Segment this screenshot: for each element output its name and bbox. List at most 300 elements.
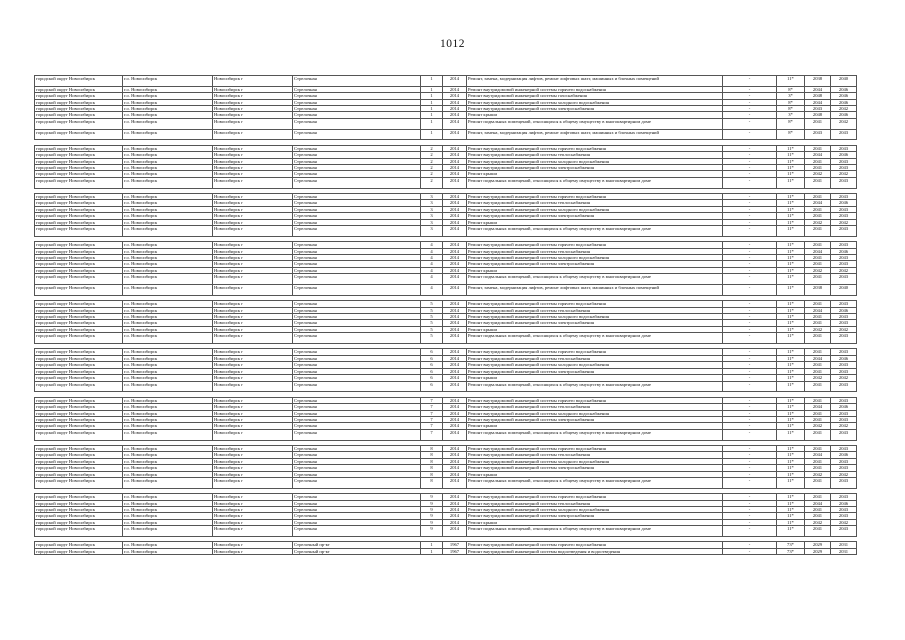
start-year-cell: 2041 xyxy=(805,445,831,451)
street-cell: Стрелочная xyxy=(293,86,421,92)
house-number-cell: 1 xyxy=(421,542,443,548)
house-number-cell: 4 xyxy=(421,248,443,254)
year-built-cell: 2014 xyxy=(443,397,467,403)
repair-schedule-table xyxy=(34,75,857,555)
settlement-cell: г.о. Новосибирск xyxy=(123,375,213,381)
wear-cell: 11* xyxy=(777,526,805,537)
year-built-cell: 2014 xyxy=(443,129,467,140)
municipality-cell: городской округ Новосибирск xyxy=(35,307,123,313)
end-year-cell: 2042 xyxy=(831,118,857,129)
wear-cell: 11* xyxy=(777,445,805,451)
city-cell: Новосибирск г xyxy=(213,152,293,158)
house-number-cell: 1 xyxy=(421,548,443,554)
wear-cell: 11* xyxy=(777,500,805,506)
city-cell: Новосибирск г xyxy=(213,471,293,477)
city-cell: Новосибирск г xyxy=(213,248,293,254)
work-type-cell: Ремонт внутридомовой инженерной системы горячего водоснабжения xyxy=(467,397,723,403)
house-number-cell: 4 xyxy=(421,285,443,296)
end-year-cell: 2043 xyxy=(831,320,857,326)
settlement-cell: г.о. Новосибирск xyxy=(123,206,213,212)
table-row xyxy=(35,118,857,129)
municipality-cell: городской округ Новосибирск xyxy=(35,477,123,488)
wear-cell: 11* xyxy=(777,248,805,254)
street-cell: Стрелочная xyxy=(293,471,421,477)
street-cell: Стрелочная xyxy=(293,285,421,296)
street-cell: Стрелочная xyxy=(293,404,421,410)
municipality-cell: городской округ Новосибирск xyxy=(35,494,123,500)
city-cell: Новосибирск г xyxy=(213,145,293,151)
dash-cell: - xyxy=(723,314,777,320)
settlement-cell: г.о. Новосибирск xyxy=(123,445,213,451)
table-row xyxy=(35,333,857,344)
end-year-cell: 2043 xyxy=(831,465,857,471)
house-number-cell: 9 xyxy=(421,513,443,519)
city-cell: Новосибирск г xyxy=(213,307,293,313)
work-type-cell: Ремонт внутридомовой инженерной системы холодного водоснабжения xyxy=(467,255,723,261)
street-cell: Стрелочная xyxy=(293,513,421,519)
settlement-cell: г.о. Новосибирск xyxy=(123,410,213,416)
municipality-cell: городской округ Новосибирск xyxy=(35,362,123,368)
house-number-cell: 5 xyxy=(421,314,443,320)
city-cell: Новосибирск г xyxy=(213,118,293,129)
municipality-cell: городской округ Новосибирск xyxy=(35,314,123,320)
end-year-cell: 2043 xyxy=(831,506,857,512)
dash-cell: - xyxy=(723,274,777,285)
house-number-cell: 3 xyxy=(421,194,443,200)
dash-cell: - xyxy=(723,519,777,525)
start-year-cell: 2042 xyxy=(805,326,831,332)
street-cell: Стрелочная xyxy=(293,93,421,99)
wear-cell: 11* xyxy=(777,506,805,512)
wear-cell: 11* xyxy=(777,320,805,326)
municipality-cell: городской округ Новосибирск xyxy=(35,86,123,92)
start-year-cell: 2041 xyxy=(805,274,831,285)
city-cell: Новосибирск г xyxy=(213,285,293,296)
wear-cell: 11* xyxy=(777,177,805,188)
table-row xyxy=(35,177,857,188)
end-year-cell: 2046 xyxy=(831,404,857,410)
work-type-cell: Ремонт подвальных помещений, относящихся к общему имуществу в многоквартирном доме xyxy=(467,429,723,440)
settlement-cell: г.о. Новосибирск xyxy=(123,118,213,129)
work-type-cell: Ремонт внутридомовой инженерной системы электроснабжения xyxy=(467,513,723,519)
house-number-cell: 5 xyxy=(421,326,443,332)
end-year-cell: 2042 xyxy=(831,519,857,525)
municipality-cell: городской округ Новосибирск xyxy=(35,274,123,285)
wear-cell: 3* xyxy=(777,112,805,118)
wear-cell: 11* xyxy=(777,274,805,285)
settlement-cell: г.о. Новосибирск xyxy=(123,326,213,332)
house-number-cell: 1 xyxy=(421,129,443,140)
house-number-cell: 1 xyxy=(421,76,443,87)
work-type-cell: Ремонт крыши xyxy=(467,471,723,477)
end-year-cell: 2043 xyxy=(831,301,857,307)
settlement-cell: г.о. Новосибирск xyxy=(123,548,213,554)
end-year-cell: 2043 xyxy=(831,381,857,392)
settlement-cell: г.о. Новосибирск xyxy=(123,152,213,158)
city-cell: Новосибирск г xyxy=(213,526,293,537)
house-number-cell: 6 xyxy=(421,375,443,381)
start-year-cell: 2041 xyxy=(805,506,831,512)
settlement-cell: г.о. Новосибирск xyxy=(123,458,213,464)
street-cell: Стрелочная xyxy=(293,333,421,344)
end-year-cell: 2043 xyxy=(831,314,857,320)
municipality-cell: городской округ Новосибирск xyxy=(35,326,123,332)
municipality-cell: городской округ Новосибирск xyxy=(35,506,123,512)
municipality-cell: городской округ Новосибирск xyxy=(35,429,123,440)
start-year-cell: 2041 xyxy=(805,397,831,403)
start-year-cell: 2044 xyxy=(805,99,831,105)
work-type-cell: Ремонт внутридомовой инженерной системы электроснабжения xyxy=(467,106,723,112)
municipality-cell: городской округ Новосибирск xyxy=(35,333,123,344)
work-type-cell: Ремонт внутридомовой инженерной системы горячего водоснабжения xyxy=(467,301,723,307)
end-year-cell: 2042 xyxy=(831,326,857,332)
end-year-cell: 2043 xyxy=(831,194,857,200)
settlement-cell: г.о. Новосибирск xyxy=(123,274,213,285)
work-type-cell: Ремонт крыши xyxy=(467,375,723,381)
dash-cell: - xyxy=(723,129,777,140)
street-cell: Стрелочная xyxy=(293,397,421,403)
work-type-cell: Ремонт внутридомовой инженерной системы газоснабжения xyxy=(467,93,723,99)
end-year-cell: 2046 xyxy=(831,355,857,361)
house-number-cell: 5 xyxy=(421,333,443,344)
settlement-cell: г.о. Новосибирск xyxy=(123,86,213,92)
house-number-cell: 8 xyxy=(421,452,443,458)
wear-cell: 11* xyxy=(777,171,805,177)
start-year-cell: 2041 xyxy=(805,526,831,537)
end-year-cell: 2043 xyxy=(831,255,857,261)
house-number-cell: 8 xyxy=(421,477,443,488)
start-year-cell: 2044 xyxy=(805,500,831,506)
wear-cell: 11* xyxy=(777,165,805,171)
work-type-cell: Ремонт крыши xyxy=(467,112,723,118)
house-number-cell: 4 xyxy=(421,242,443,248)
end-year-cell: 2046 xyxy=(831,93,857,99)
street-cell: Стрелочная xyxy=(293,112,421,118)
year-built-cell: 2014 xyxy=(443,429,467,440)
start-year-cell: 2041 xyxy=(805,458,831,464)
end-year-cell: 2042 xyxy=(831,471,857,477)
municipality-cell: городской округ Новосибирск xyxy=(35,200,123,206)
municipality-cell: городской округ Новосибирск xyxy=(35,500,123,506)
street-cell: Стрелочная xyxy=(293,177,421,188)
year-built-cell: 2014 xyxy=(443,86,467,92)
dash-cell: - xyxy=(723,452,777,458)
municipality-cell: городской округ Новосибирск xyxy=(35,513,123,519)
street-cell: Стрелочная xyxy=(293,381,421,392)
end-year-cell: 2046 xyxy=(831,152,857,158)
start-year-cell: 2048 xyxy=(805,112,831,118)
city-cell: Новосибирск г xyxy=(213,226,293,237)
settlement-cell: г.о. Новосибирск xyxy=(123,112,213,118)
dash-cell: - xyxy=(723,526,777,537)
municipality-cell: городской округ Новосибирск xyxy=(35,93,123,99)
house-number-cell: 4 xyxy=(421,255,443,261)
page-number: 1012 xyxy=(440,38,465,50)
dash-cell: - xyxy=(723,349,777,355)
settlement-cell: г.о. Новосибирск xyxy=(123,381,213,392)
dash-cell: - xyxy=(723,458,777,464)
work-type-cell: Ремонт внутридомовой инженерной системы горячего водоснабжения xyxy=(467,445,723,451)
street-cell: Стрелочная xyxy=(293,326,421,332)
dash-cell: - xyxy=(723,171,777,177)
end-year-cell: 2043 xyxy=(831,261,857,267)
work-type-cell: Ремонт внутридомовой инженерной системы электроснабжения xyxy=(467,213,723,219)
house-number-cell: 3 xyxy=(421,200,443,206)
end-year-cell: 2043 xyxy=(831,429,857,440)
end-year-cell: 2043 xyxy=(831,274,857,285)
table-row xyxy=(35,477,857,488)
wear-cell: 11* xyxy=(777,301,805,307)
settlement-cell: г.о. Новосибирск xyxy=(123,261,213,267)
municipality-cell: городской округ Новосибирск xyxy=(35,226,123,237)
work-type-cell: Ремонт внутридомовой инженерной системы теплоснабжения xyxy=(467,404,723,410)
dash-cell: - xyxy=(723,242,777,248)
start-year-cell: 2041 xyxy=(805,158,831,164)
city-cell: Новосибирск г xyxy=(213,301,293,307)
wear-cell: 11* xyxy=(777,423,805,429)
start-year-cell: 2041 xyxy=(805,118,831,129)
work-type-cell: Ремонт внутридомовой инженерной системы холодного водоснабжения xyxy=(467,458,723,464)
municipality-cell: городской округ Новосибирск xyxy=(35,242,123,248)
work-type-cell: Ремонт внутридомовой инженерной системы теплоснабжения xyxy=(467,307,723,313)
work-type-cell: Ремонт внутридомовой инженерной системы холодного водоснабжения xyxy=(467,206,723,212)
city-cell: Новосибирск г xyxy=(213,76,293,87)
house-number-cell: 6 xyxy=(421,381,443,392)
city-cell: Новосибирск г xyxy=(213,458,293,464)
settlement-cell: г.о. Новосибирск xyxy=(123,301,213,307)
year-built-cell: 2014 xyxy=(443,267,467,273)
street-cell: Стрелочная xyxy=(293,226,421,237)
work-type-cell: Ремонт внутридомовой инженерной системы теплоснабжения xyxy=(467,500,723,506)
house-number-cell: 5 xyxy=(421,320,443,326)
settlement-cell: г.о. Новосибирск xyxy=(123,519,213,525)
wear-cell: 11* xyxy=(777,465,805,471)
street-cell: Стрелочная xyxy=(293,465,421,471)
year-built-cell: 2014 xyxy=(443,261,467,267)
work-type-cell: Ремонт подвальных помещений, относящихся к общему имуществу в многоквартирном доме xyxy=(467,118,723,129)
work-type-cell: Ремонт, замена, модернизация лифтов, ремонт лифтовых шахт, машинных и блочных помещений xyxy=(467,285,723,296)
municipality-cell: городской округ Новосибирск xyxy=(35,118,123,129)
dash-cell: - xyxy=(723,477,777,488)
year-built-cell: 2014 xyxy=(443,93,467,99)
end-year-cell: 2043 xyxy=(831,226,857,237)
city-cell: Новосибирск г xyxy=(213,171,293,177)
dash-cell: - xyxy=(723,118,777,129)
dash-cell: - xyxy=(723,248,777,254)
wear-cell: 11* xyxy=(777,242,805,248)
street-cell: Стрелочный пр-кт xyxy=(293,542,421,548)
city-cell: Новосибирск г xyxy=(213,255,293,261)
city-cell: Новосибирск г xyxy=(213,397,293,403)
house-number-cell: 8 xyxy=(421,445,443,451)
municipality-cell: городской округ Новосибирск xyxy=(35,106,123,112)
street-cell: Стрелочная xyxy=(293,355,421,361)
end-year-cell: 2042 xyxy=(831,267,857,273)
house-number-cell: 3 xyxy=(421,206,443,212)
dash-cell: - xyxy=(723,165,777,171)
end-year-cell: 2046 xyxy=(831,200,857,206)
end-year-cell: 2040 xyxy=(831,76,857,87)
year-built-cell: 2014 xyxy=(443,242,467,248)
street-cell: Стрелочная xyxy=(293,416,421,422)
settlement-cell: г.о. Новосибирск xyxy=(123,200,213,206)
house-number-cell: 9 xyxy=(421,526,443,537)
municipality-cell: городской округ Новосибирск xyxy=(35,381,123,392)
street-cell: Стрелочный пр-кт xyxy=(293,548,421,554)
city-cell: Новосибирск г xyxy=(213,177,293,188)
start-year-cell: 2041 xyxy=(805,513,831,519)
year-built-cell: 2014 xyxy=(443,375,467,381)
city-cell: Новосибирск г xyxy=(213,381,293,392)
wear-cell: 11* xyxy=(777,200,805,206)
settlement-cell: г.о. Новосибирск xyxy=(123,213,213,219)
municipality-cell: городской округ Новосибирск xyxy=(35,177,123,188)
wear-cell: 11* xyxy=(777,452,805,458)
city-cell: Новосибирск г xyxy=(213,219,293,225)
settlement-cell: г.о. Новосибирск xyxy=(123,99,213,105)
municipality-cell: городской округ Новосибирск xyxy=(35,320,123,326)
year-built-cell: 2014 xyxy=(443,333,467,344)
settlement-cell: г.о. Новосибирск xyxy=(123,423,213,429)
year-built-cell: 2014 xyxy=(443,213,467,219)
settlement-cell: г.о. Новосибирск xyxy=(123,145,213,151)
year-built-cell: 2014 xyxy=(443,404,467,410)
year-built-cell: 2014 xyxy=(443,219,467,225)
work-type-cell: Ремонт внутридомовой инженерной системы электроснабжения xyxy=(467,465,723,471)
start-year-cell: 2042 xyxy=(805,219,831,225)
year-built-cell: 2014 xyxy=(443,526,467,537)
settlement-cell: г.о. Новосибирск xyxy=(123,307,213,313)
work-type-cell: Ремонт внутридомовой инженерной системы теплоснабжения xyxy=(467,452,723,458)
end-year-cell: 2042 xyxy=(831,219,857,225)
work-type-cell: Ремонт внутридомовой инженерной системы горячего водоснабжения xyxy=(467,494,723,500)
street-cell: Стрелочная xyxy=(293,261,421,267)
street-cell: Стрелочная xyxy=(293,458,421,464)
settlement-cell: г.о. Новосибирск xyxy=(123,477,213,488)
work-type-cell: Ремонт внутридомовой инженерной системы теплоснабжения xyxy=(467,355,723,361)
house-number-cell: 2 xyxy=(421,171,443,177)
wear-cell: 11* xyxy=(777,355,805,361)
municipality-cell: городской округ Новосибирск xyxy=(35,458,123,464)
street-cell: Стрелочная xyxy=(293,301,421,307)
street-cell: Стрелочная xyxy=(293,200,421,206)
municipality-cell: городской округ Новосибирск xyxy=(35,261,123,267)
street-cell: Стрелочная xyxy=(293,76,421,87)
house-number-cell: 7 xyxy=(421,423,443,429)
settlement-cell: г.о. Новосибирск xyxy=(123,171,213,177)
end-year-cell: 2040 xyxy=(831,285,857,296)
house-number-cell: 5 xyxy=(421,307,443,313)
start-year-cell: 2041 xyxy=(805,213,831,219)
house-number-cell: 8 xyxy=(421,458,443,464)
year-built-cell: 2014 xyxy=(443,494,467,500)
city-cell: Новосибирск г xyxy=(213,375,293,381)
wear-cell: 11* xyxy=(777,152,805,158)
city-cell: Новосибирск г xyxy=(213,349,293,355)
city-cell: Новосибирск г xyxy=(213,506,293,512)
start-year-cell: 2042 xyxy=(805,519,831,525)
start-year-cell: 2029 xyxy=(805,542,831,548)
street-cell: Стрелочная xyxy=(293,494,421,500)
municipality-cell: городской округ Новосибирск xyxy=(35,301,123,307)
start-year-cell: 2044 xyxy=(805,152,831,158)
end-year-cell: 2043 xyxy=(831,513,857,519)
settlement-cell: г.о. Новосибирск xyxy=(123,368,213,374)
settlement-cell: г.о. Новосибирск xyxy=(123,526,213,537)
street-cell: Стрелочная xyxy=(293,429,421,440)
year-built-cell: 2014 xyxy=(443,500,467,506)
work-type-cell: Ремонт крыши xyxy=(467,267,723,273)
start-year-cell: 2041 xyxy=(805,206,831,212)
settlement-cell: г.о. Новосибирск xyxy=(123,242,213,248)
work-type-cell: Ремонт внутридомовой инженерной системы горячего водоснабжения xyxy=(467,145,723,151)
work-type-cell: Ремонт внутридомовой инженерной системы холодного водоснабжения xyxy=(467,410,723,416)
wear-cell: 11* xyxy=(777,267,805,273)
city-cell: Новосибирск г xyxy=(213,200,293,206)
settlement-cell: г.о. Новосибирск xyxy=(123,355,213,361)
house-number-cell: 2 xyxy=(421,177,443,188)
work-type-cell: Ремонт подвальных помещений, относящихся к общему имуществу в многоквартирном доме xyxy=(467,381,723,392)
municipality-cell: городской округ Новосибирск xyxy=(35,152,123,158)
year-built-cell: 2014 xyxy=(443,416,467,422)
settlement-cell: г.о. Новосибирск xyxy=(123,248,213,254)
start-year-cell: 2048 xyxy=(805,93,831,99)
house-number-cell: 8 xyxy=(421,471,443,477)
wear-cell: 11* xyxy=(777,349,805,355)
table-row xyxy=(35,76,857,87)
wear-cell: 11* xyxy=(777,397,805,403)
table-row xyxy=(35,285,857,296)
settlement-cell: г.о. Новосибирск xyxy=(123,349,213,355)
wear-cell: 3* xyxy=(777,93,805,99)
year-built-cell: 2014 xyxy=(443,274,467,285)
dash-cell: - xyxy=(723,410,777,416)
house-number-cell: 1 xyxy=(421,112,443,118)
start-year-cell: 2042 xyxy=(805,171,831,177)
end-year-cell: 2043 xyxy=(831,526,857,537)
municipality-cell: городской округ Новосибирск xyxy=(35,206,123,212)
end-year-cell: 2031 xyxy=(831,548,857,554)
settlement-cell: г.о. Новосибирск xyxy=(123,76,213,87)
table-row xyxy=(35,226,857,237)
work-type-cell: Ремонт крыши xyxy=(467,519,723,525)
city-cell: Новосибирск г xyxy=(213,494,293,500)
municipality-cell: городской округ Новосибирск xyxy=(35,129,123,140)
wear-cell: 11* xyxy=(777,416,805,422)
settlement-cell: г.о. Новосибирск xyxy=(123,404,213,410)
house-number-cell: 4 xyxy=(421,261,443,267)
year-built-cell: 2014 xyxy=(443,177,467,188)
start-year-cell: 2044 xyxy=(805,355,831,361)
municipality-cell: городской округ Новосибирск xyxy=(35,285,123,296)
street-cell: Стрелочная xyxy=(293,375,421,381)
start-year-cell: 2044 xyxy=(805,404,831,410)
city-cell: Новосибирск г xyxy=(213,112,293,118)
house-number-cell: 7 xyxy=(421,429,443,440)
city-cell: Новосибирск г xyxy=(213,548,293,554)
municipality-cell: городской округ Новосибирск xyxy=(35,548,123,554)
settlement-cell: г.о. Новосибирск xyxy=(123,362,213,368)
street-cell: Стрелочная xyxy=(293,519,421,525)
settlement-cell: г.о. Новосибирск xyxy=(123,542,213,548)
city-cell: Новосибирск г xyxy=(213,368,293,374)
house-number-cell: 9 xyxy=(421,506,443,512)
dash-cell: - xyxy=(723,471,777,477)
dash-cell: - xyxy=(723,301,777,307)
work-type-cell: Ремонт подвальных помещений, относящихся к общему имуществу в многоквартирном доме xyxy=(467,177,723,188)
work-type-cell: Ремонт подвальных помещений, относящихся к общему имуществу в многоквартирном доме xyxy=(467,333,723,344)
municipality-cell: городской округ Новосибирск xyxy=(35,355,123,361)
